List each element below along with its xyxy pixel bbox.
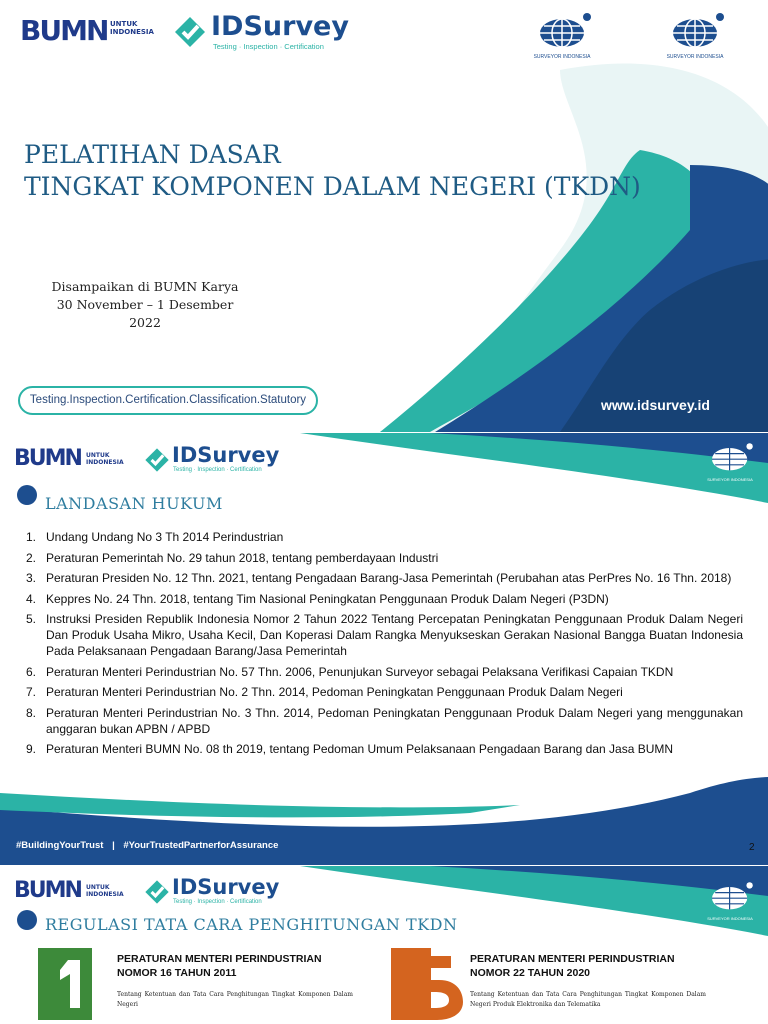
section-heading: LANDASAN HUKUM bbox=[45, 494, 223, 513]
green-number-block-icon bbox=[38, 948, 92, 1020]
bumn-logo-subtext bbox=[86, 885, 124, 898]
globe-icon bbox=[663, 8, 733, 50]
legal-basis-item-text: Undang Undang No 3 Th 2014 Perindustrian bbox=[46, 530, 284, 544]
heading-bullet bbox=[17, 485, 37, 505]
bumn-sub-line2: INDONESIA bbox=[86, 890, 124, 898]
bumn-sub-line1: UNTUK bbox=[86, 884, 110, 891]
surveyor-indonesia-logo-2 bbox=[663, 8, 733, 63]
page-number: 2 bbox=[749, 842, 755, 853]
legal-basis-item-text: Peraturan Pemerintah No. 29 tahun 2018, tentang pemberdayaan Industri bbox=[46, 550, 439, 565]
bumn-logo: BUMN bbox=[14, 446, 81, 471]
bumn-sub-line1: UNTUK bbox=[86, 452, 110, 459]
regulation-1-title-line2: NOMOR 16 TAHUN 2011 bbox=[117, 967, 237, 979]
regulation-1-title bbox=[117, 952, 322, 980]
legal-basis-item-number: 7. bbox=[26, 685, 37, 699]
bumn-sub-line2: INDONESIA bbox=[86, 458, 124, 466]
legal-basis-item-text: Peraturan Presiden No. 12 Thn. 2021, tentang Pengadaan Barang-Jasa Pemerintah (Perubahan atas PerPres No. 16 Thn. 2018) bbox=[46, 571, 732, 585]
legal-basis-item bbox=[26, 570, 743, 586]
regulation-2-description: Tentang Ketentuan dan Tata Cara Penghitungan Tingkat Komponen Dalam Negeri Produk Elektronika dan Telematika bbox=[470, 991, 706, 1008]
surveyor-indonesia-logo bbox=[704, 878, 760, 921]
regulation-1-title-line1: PERATURAN MENTERI PERINDUSTRIAN bbox=[117, 953, 322, 965]
legal-basis-list bbox=[26, 529, 743, 762]
legal-basis-item-number: 2. bbox=[26, 550, 37, 565]
bumn-logo: BUMN bbox=[14, 878, 81, 903]
bottom-teal-swoosh bbox=[0, 793, 520, 817]
legal-basis-slide bbox=[0, 433, 768, 865]
hashtag-separator: | bbox=[112, 840, 115, 851]
idsurvey-logo: IDSurvey bbox=[211, 11, 349, 42]
legal-basis-item bbox=[26, 705, 743, 737]
idsurvey-tagline: Testing · Inspection · Certification bbox=[173, 467, 262, 473]
title-slide-background bbox=[0, 0, 768, 432]
date-range: 30 November – 1 Desember 2022 bbox=[56, 297, 234, 330]
legal-basis-item-text: Peraturan Menteri Perindustrian No. 3 Thn. 2014, Pedoman Peningkatan Penggunaan Produk Dalam Negeri yang menggunakan anggaran bukan APBN / APBD bbox=[46, 705, 743, 736]
legal-basis-item bbox=[26, 529, 743, 545]
legal-basis-item bbox=[26, 550, 743, 566]
idsurvey-tagline: Testing · Inspection · Certification bbox=[173, 899, 262, 905]
title-slide bbox=[0, 0, 768, 432]
regulation-slide bbox=[0, 866, 768, 1024]
bumn-sub-line2: INDONESIA bbox=[110, 27, 154, 36]
legal-basis-item-number: 4. bbox=[26, 591, 37, 606]
idsurvey-logo: IDSurvey bbox=[172, 875, 280, 899]
presentation-info bbox=[40, 278, 250, 332]
legal-basis-item-text: Instruksi Presiden Republik Indonesia Nomor 2 Tahun 2022 Tentang Percepatan Peningkatan Penggunaan Produk Dalam Negeri Dan Produk Usaha Mikro, Usaha Kecil, Dan Koperasi Dalam Rangka Menyukseskan Gerakan Nasional Bangga Buatan Indonesia Pada Pelaksanaan Pengadaan Barang/Jasa Pemerintah bbox=[46, 612, 743, 658]
bottom-navy-swoosh bbox=[0, 777, 768, 865]
presented-at: Disampaikan di BUMN Karya bbox=[51, 279, 239, 294]
surveyor-caption: SURVEYOR INDONESIA bbox=[707, 477, 753, 482]
section-heading: REGULASI TATA CARA PENGHITUNGAN TKDN bbox=[45, 915, 458, 934]
legal-basis-item bbox=[26, 741, 743, 757]
regulation-2-title bbox=[470, 952, 675, 980]
legal-basis-item bbox=[26, 611, 743, 659]
legal-basis-item-text: Peraturan Menteri Perindustrian No. 2 Thn. 2014, Pedoman Peningkatan Penggunaan Produk Dalam Negeri bbox=[46, 685, 623, 699]
hashtag-building-trust: #BuildingYourTrust bbox=[16, 840, 104, 851]
idsurvey-check-icon bbox=[143, 446, 171, 474]
page-title bbox=[24, 139, 641, 203]
legal-basis-item-number: 6. bbox=[26, 664, 37, 679]
idsurvey-check-icon bbox=[172, 14, 208, 50]
legal-basis-item bbox=[26, 591, 743, 607]
legal-basis-item-text: Peraturan Menteri Perindustrian No. 57 Thn. 2006, Penunjukan Surveyor sebagai Pelaksana Verifikasi Capaian TKDN bbox=[46, 664, 674, 679]
idsurvey-check-icon bbox=[143, 878, 171, 906]
surveyor-caption: SURVEYOR INDONESIA bbox=[533, 54, 591, 60]
globe-icon bbox=[704, 878, 760, 912]
surveyor-indonesia-logo bbox=[530, 8, 600, 63]
idsurvey-logo: IDSurvey bbox=[172, 443, 280, 467]
legal-basis-item-number: 9. bbox=[26, 742, 37, 756]
bumn-logo-subtext bbox=[86, 453, 124, 466]
legal-basis-item-text: Peraturan Menteri BUMN No. 08 th 2019, tentang Pedoman Umum Pelaksanaan Pengadaan Barang dan Jasa BUMN bbox=[46, 742, 674, 756]
hashtag-trusted-partner: #YourTrustedPartnerforAssurance bbox=[123, 840, 279, 851]
idsurvey-tagline: Testing · Inspection · Certification bbox=[213, 42, 324, 51]
website-link[interactable]: www.idsurvey.id bbox=[601, 397, 710, 413]
services-pill: Testing.Inspection.Certification.Classification.Statutory bbox=[18, 386, 318, 415]
legal-basis-item-number: 1. bbox=[26, 530, 37, 544]
hashtag-bar bbox=[16, 840, 278, 851]
bumn-logo-subtext bbox=[110, 21, 154, 36]
legal-basis-item-number: 5. bbox=[26, 612, 37, 626]
bumn-logo: BUMN bbox=[20, 14, 108, 47]
globe-icon bbox=[530, 8, 600, 50]
orange-number-block-icon bbox=[391, 948, 463, 1020]
heading-bullet bbox=[17, 910, 37, 930]
regulation-1-description: Tentang Ketentuan dan Tata Cara Penghitungan Tingkat Komponen Dalam Negeri bbox=[117, 991, 353, 1008]
surveyor-caption: SURVEYOR INDONESIA bbox=[707, 916, 753, 921]
title-line-1: PELATIHAN DASAR bbox=[24, 140, 281, 169]
regulation-2-title-line1: PERATURAN MENTERI PERINDUSTRIAN bbox=[470, 953, 675, 965]
surveyor-caption: SURVEYOR INDONESIA bbox=[666, 54, 724, 60]
globe-icon bbox=[704, 439, 760, 473]
legal-basis-item bbox=[26, 664, 743, 680]
title-line-2: TINGKAT KOMPONEN DALAM NEGERI (TKDN) bbox=[24, 172, 641, 201]
legal-basis-item-number: 3. bbox=[26, 571, 37, 585]
legal-basis-item bbox=[26, 684, 743, 700]
surveyor-indonesia-logo bbox=[704, 439, 760, 482]
legal-basis-item-text: Keppres No. 24 Thn. 2018, tentang Tim Nasional Peningkatan Penggunaan Produk Dalam Negeri (P3DN) bbox=[46, 591, 609, 606]
bumn-sub-line1: UNTUK bbox=[110, 20, 138, 28]
regulation-2-title-line2: NOMOR 22 TAHUN 2020 bbox=[470, 967, 591, 979]
legal-basis-item-number: 8. bbox=[26, 705, 37, 720]
